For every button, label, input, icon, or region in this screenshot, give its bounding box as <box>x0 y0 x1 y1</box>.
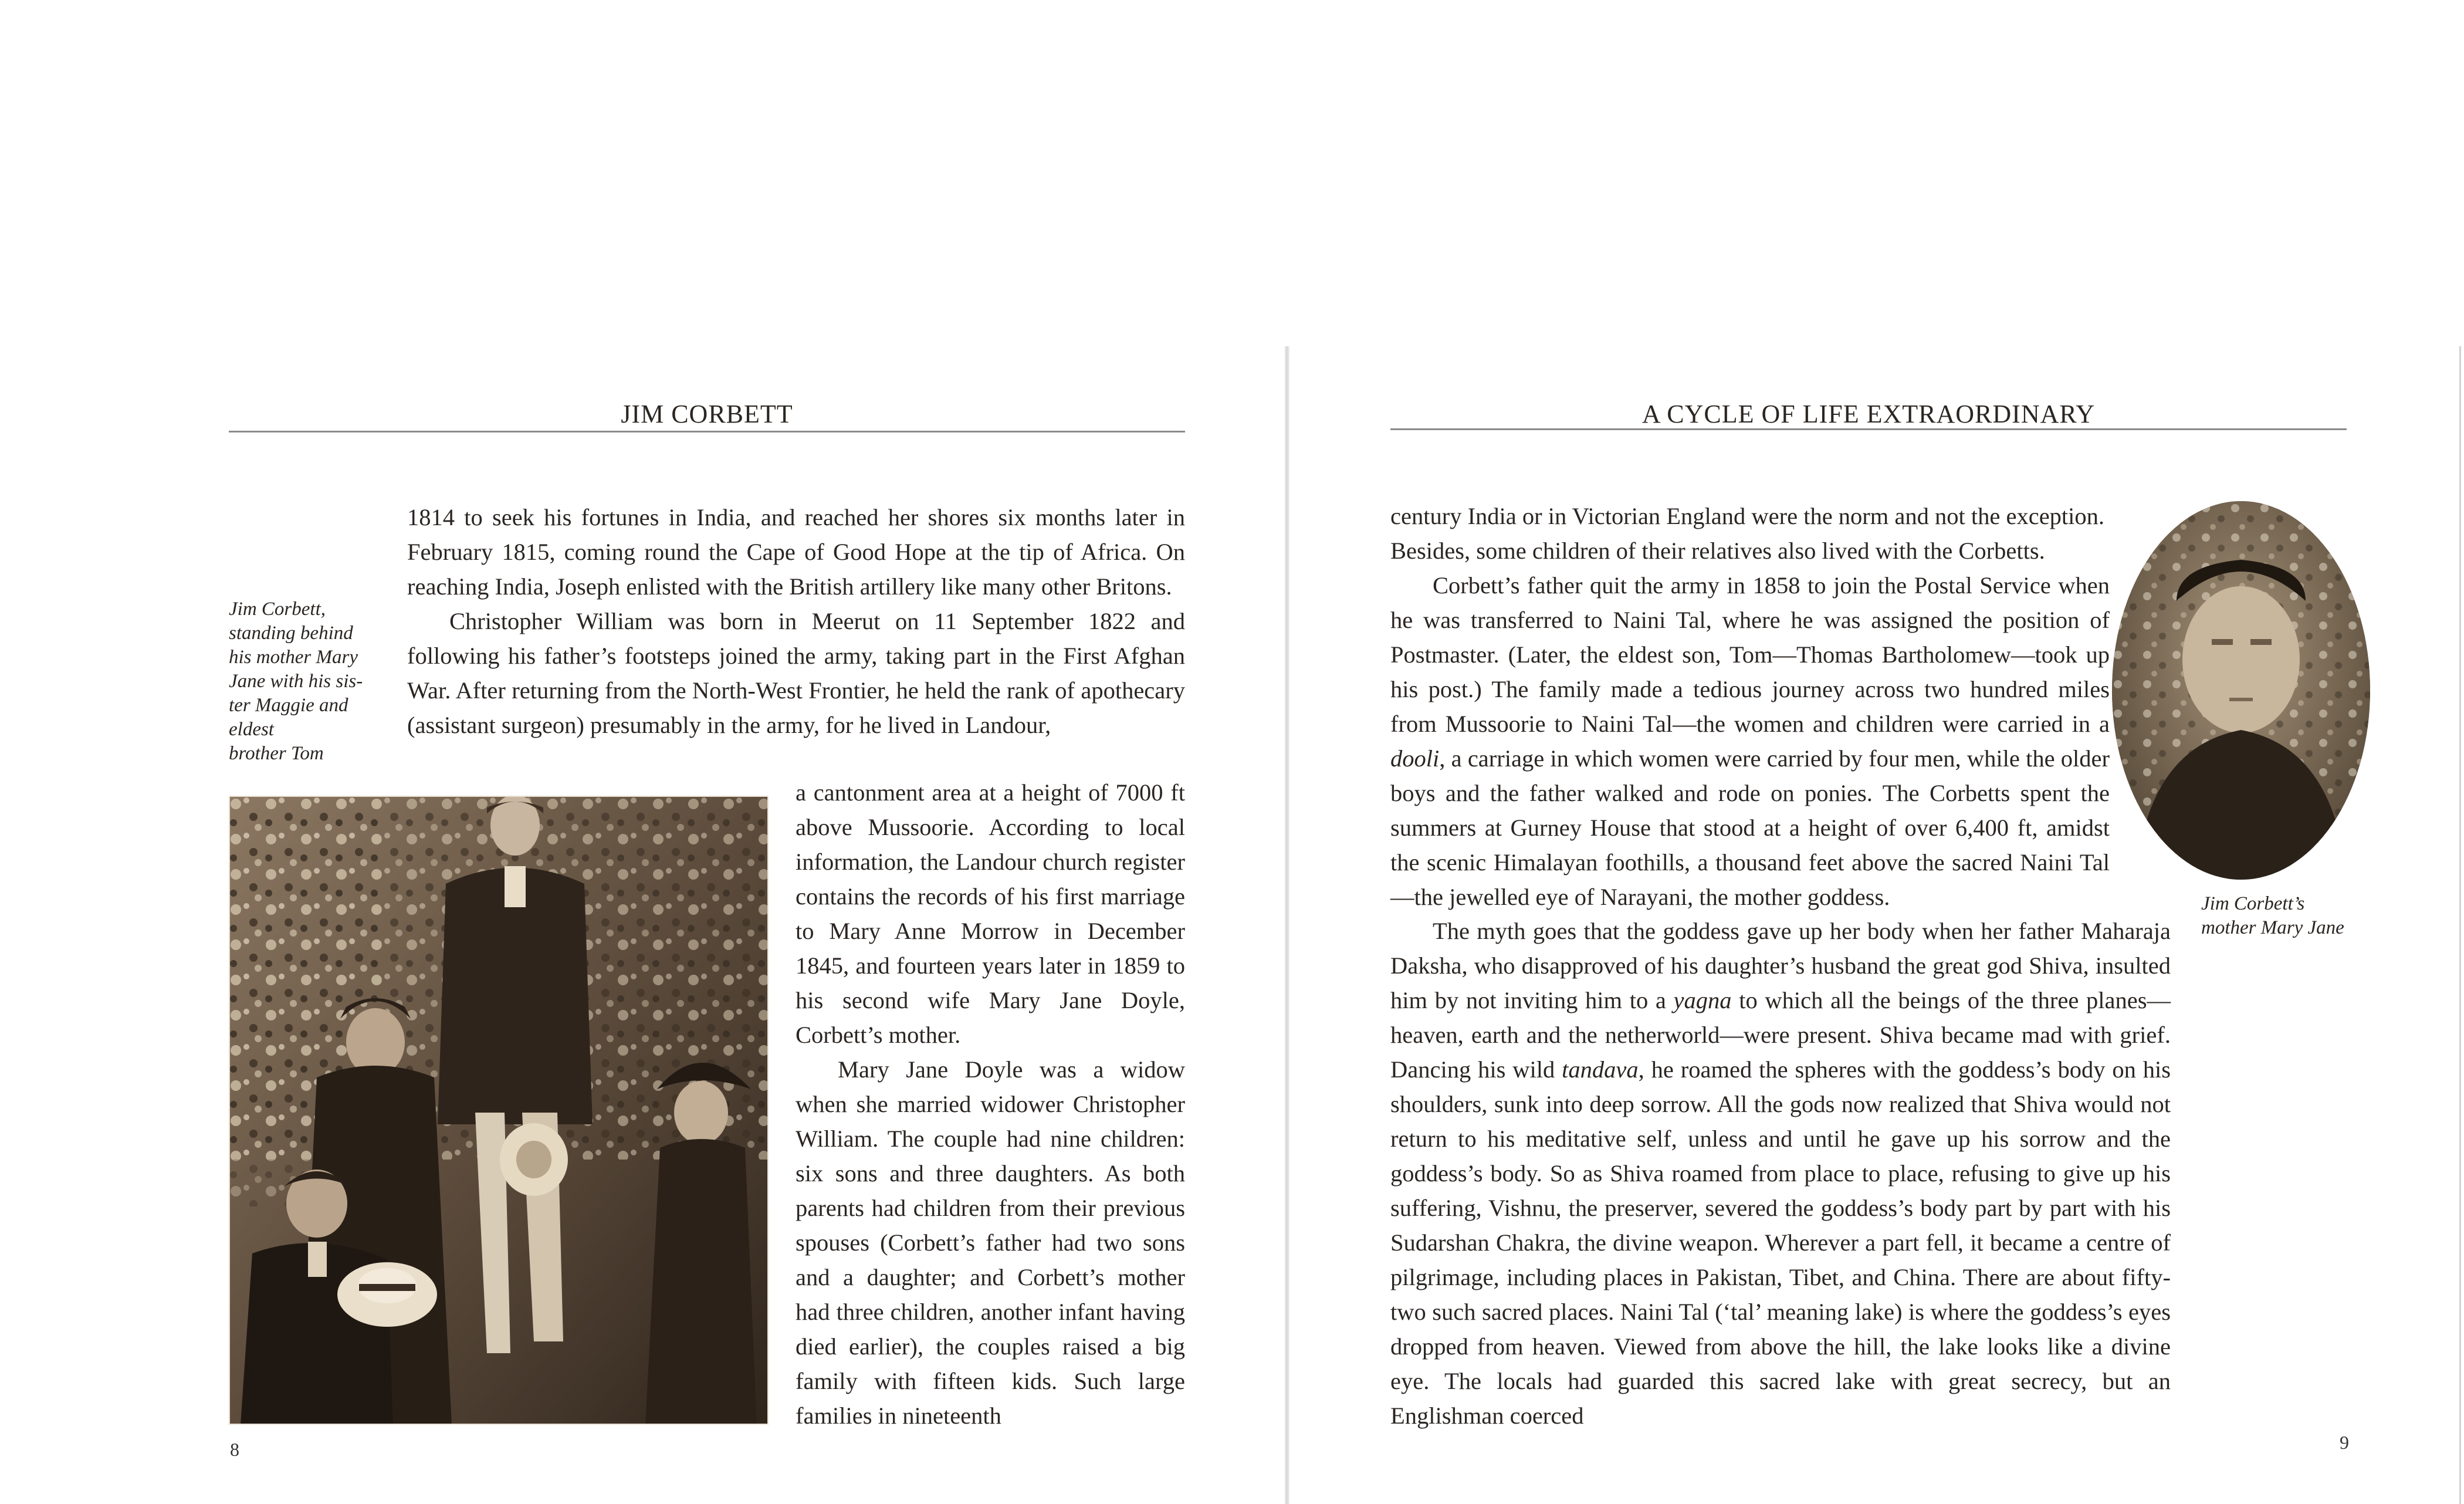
paragraph: Besides, some children of their relatives also lived with the Corbetts. <box>1390 538 2045 564</box>
italic-term: dooli <box>1390 745 1440 772</box>
right-head-rule <box>1390 428 2347 430</box>
right-body-bottom <box>1390 914 2171 1433</box>
paragraph <box>1390 914 2171 1433</box>
paragraph: 1814 to seek his fortunes in India, and reached her shores six months later in February 1815, coming round the Cape of Good Hope at the tip of Africa. On reaching India, Joseph enlisted with the British artillery like many other Britons. <box>407 504 1185 600</box>
paragraph: a cantonment area at a height of 7000 ft above Mussoorie. According to local information, the Landour church register contains the records of his first marriage to Mary Anne Morrow in December 1845, and fourteen years later in 1859 to his second wife Mary Jane Doyle, Corbett’s mother. <box>796 779 1185 1048</box>
italic-term: tandava <box>1562 1056 1639 1083</box>
mother-portrait-photo <box>2112 501 2370 880</box>
mother-photo-caption <box>2201 892 2389 940</box>
paragraph: Mary Jane Doyle was a widow when she married widower Christopher William. The couple had nine children: six sons and three daughters. As both parents had children from their previous spouses (Corbett’s father had two sons and a daughter; and Corbett’s mother had three children, another infant having died earlier), the couples raised a big family with fifteen kids. Such large families in nineteenth <box>796 1056 1185 1429</box>
text-run: , a carriage in which women were carried by four men, while the older boys and the father walked and rode on ponies. The Corbetts spent the summers at Gurney House that stood at a height of over 6,400 ft, amidst the scenic Himalayan foothills, a thousand feet above the sacred Naini Tal—the jewelled eye of Narayani, the mother goddess. <box>1390 745 2110 910</box>
caption-line: ter Maggie and <box>229 695 348 716</box>
caption-line: standing behind <box>229 623 353 644</box>
text-run: to which all the beings of the three planes—heaven, earth and the netherworld—were present. Shiva became mad with grief. Dancing his wild <box>1390 987 2171 1083</box>
right-running-head: A CYCLE OF LIFE EXTRAORDINARY <box>1641 400 2096 428</box>
italic-term: yagna <box>1673 987 1732 1013</box>
caption-line: Jim Corbett, <box>229 599 326 620</box>
caption-line: brother Tom <box>229 743 324 764</box>
paragraph: century India or in Victorian England were the norm and not the exception. <box>1390 503 2105 529</box>
caption-line: Jane with his sis- <box>229 671 363 692</box>
caption-line: mother Mary Jane <box>2201 917 2344 938</box>
right-body-top <box>1390 499 2110 914</box>
right-page-number: 9 <box>2340 1432 2349 1453</box>
paragraph: Christopher William was born in Meerut on 11 September 1822 and following his father’s footsteps joined the army, taking part in the First Afghan War. After returning from the North-West Frontier, he held the rank of apothecary (assistant surgeon) presumably in the army, for he lived in Landour, <box>407 608 1185 738</box>
caption-line: eldest <box>229 719 274 740</box>
text-run: Corbett’s father quit the army in 1858 to join the Postal Service when he was transferred to Naini Tal, where he was assigned the position of Postmaster. (Later, the eldest son, Tom—Thomas Bartholomew—took up his post.) The family made a tedious journey across two hundred miles from Mussoorie to Naini Tal—the women and children were carried in a <box>1390 572 2110 737</box>
left-running-head: JIM CORBETT <box>621 400 793 428</box>
paragraph <box>1390 568 2110 914</box>
caption-line: Jim Corbett’s <box>2201 893 2305 914</box>
caption-line: his mother Mary <box>229 647 358 668</box>
mother-portrait-image <box>2112 501 2370 880</box>
left-page-number: 8 <box>230 1439 239 1460</box>
text-run: The myth goes that the goddess gave up her body when her father Maharaja Daksha, who disapproved of his daughter’s husband the great god Shiva, insulted him by not inviting him to a <box>1390 918 2171 1013</box>
text-run: , he roamed the spheres with the goddess’s body on his shoulders, sunk into deep sorrow. All the gods now realized that Shiva would not return to his meditative self, unless and until he gave up his sorrow and the goddess’s body. So as Shiva roamed from place to place, refusing to give up his suffering, Vishnu, the preserver, severed the goddess’s body part by part with his Sudarshan Chakra, the divine weapon. Wherever a part fell, it became a centre of pilgrimage, including places in Pakistan, Tibet, and China. There are about fifty-two such sacred places. Naini Tal (‘tal’ meaning lake) is where the goddess’s eyes dropped from heaven. Viewed from above the hill, the lake looks like a divine eye. The locals had guarded this sacred lake with great secrecy, but an Englishman coerced <box>1390 1056 2171 1429</box>
